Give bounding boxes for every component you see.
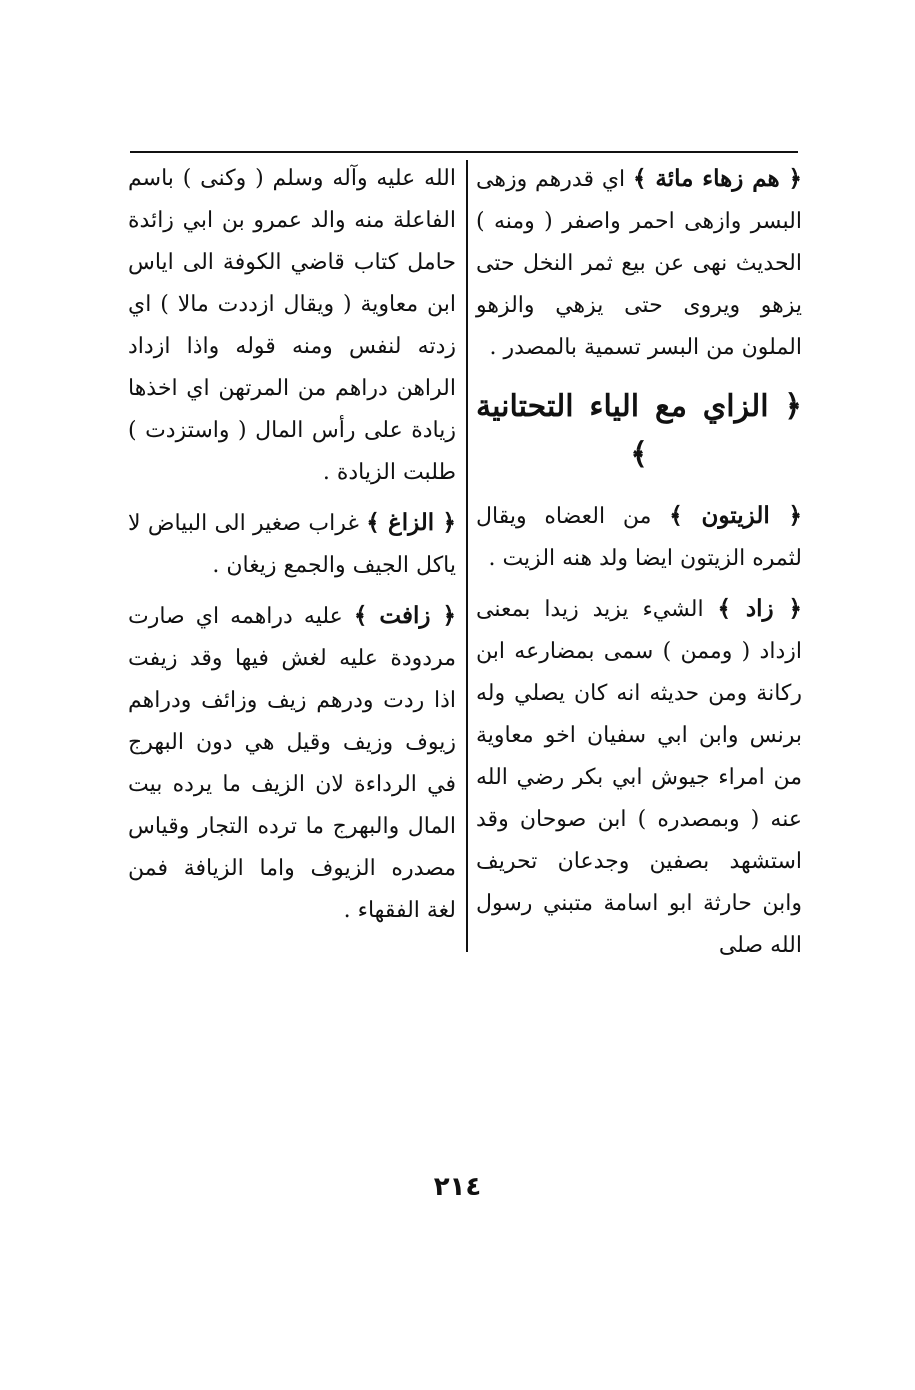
entry-text: عليه دراهمه اي صارت مردودة عليه لغش فيها وقد زيفت اذا ردت ودرهم زيف وزائف ودراهم زيوف وزيف وقيل هي دون البهرج في الرداءة لان الزيف ما يرده بيت المال والبهرج ما ترده التجار وقياس مصدره الزيوف واما الزيافة فمن لغة الفقهاء .	[128, 604, 456, 923]
headword: ﴿ هم زهاء مائة ﴾	[633, 165, 802, 192]
entry-zagh	[128, 502, 456, 587]
entry-zada	[476, 588, 802, 967]
entry-continuation: الله عليه وآله وسلم ( وكنى ) باسم الفاعلة منه والد عمرو بن ابي زائدة حامل كتاب قاضي الكوفة الى اياس ابن معاوية ( ويقال ازددت مالا ) اي زدته لنفس ومنه قوله واذا ازداد الراهن دراهم من المرتهن اي اخذها زيادة على رأس المال ( واستزدت ) طلبت الزيادة .	[128, 166, 456, 485]
top-rule	[130, 151, 798, 153]
entry-zafat	[128, 595, 456, 932]
headword: ﴿ زافت ﴾	[353, 602, 457, 629]
entry-text: الشيء يزيد زيدا بمعنى ازداد ( وممن ) سمى بمضارعه ابن ركانة ومن حديثه انه كان يصلي وله برنس وابن ابي سفيان اخو معاوية من امراء جيوش ابي بكر رضي الله عنه ( وبمصدره ) ابن صوحان وقد استشهد بصفين وجدعان تحريف وابن حارثة ابو اسامة متبني رسول الله صلى	[476, 597, 802, 958]
left-column	[128, 158, 456, 940]
entry-zaytun	[476, 495, 802, 580]
entry-text: غراب صغير الى البياض لا ياكل الجيف والجمع زيغان .	[128, 511, 456, 578]
right-column	[476, 158, 802, 975]
entry-text: من العضاه ويقال لثمره الزيتون ايضا ولد هنه الزيت .	[476, 504, 802, 571]
headword: ﴿ الزيتون ﴾	[669, 502, 803, 529]
headword: ﴿ زاد ﴾	[717, 595, 802, 622]
entry-text: اي قدرهم وزهى البسر وازهى احمر واصفر ( ومنه ) الحديث نهى عن بيع ثمر النخل حتى يزهو ويروى حتى يزهي والزهو الملون من البسر تسمية بالمصدر .	[476, 167, 802, 360]
headword: ﴿ الزاغ ﴾	[366, 509, 456, 536]
column-divider	[466, 160, 468, 952]
entry-zuhaa	[476, 158, 802, 369]
page-number: ٢١٤	[433, 1172, 482, 1202]
section-heading: ﴿ الزاي مع الياء التحتانية ﴾	[476, 389, 802, 472]
